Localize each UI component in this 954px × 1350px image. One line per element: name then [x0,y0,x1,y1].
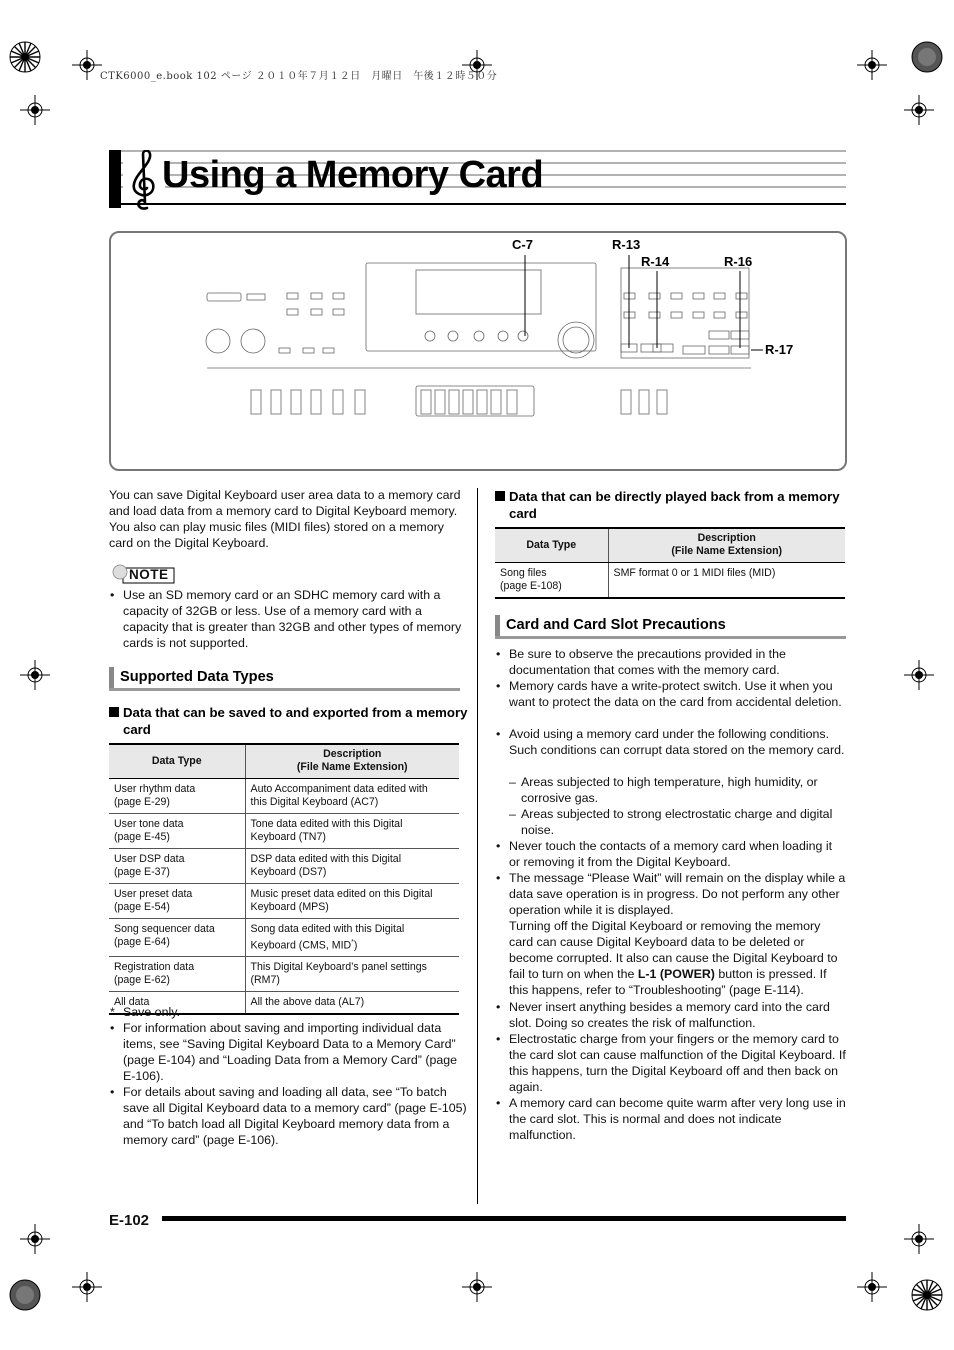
registration-mark [857,50,887,80]
table-cell: Song files (page E-108) [495,562,608,598]
table-cell: All data [109,992,245,1015]
gray-disc-mark [910,40,944,74]
subheading-save: Data that can be saved to and exported from a memory card [109,704,473,738]
note-badge [109,563,175,585]
note-label: NOTE [129,567,169,582]
bullet-save-info: • For information about saving and importing individual data items, see “Saving Digital Keyboard Data to a Memory Card” (page E-104) and “Loading Data from a Memory Card” (page E-106). [109,1020,467,1084]
registration-mark [20,1224,50,1254]
table-row [109,883,459,918]
precaution-item: • The message “Please Wait” will remain on the display while a data save operation is in progress. Do not perform any other operation while it is displayed. [495,870,846,918]
keyboard-panel-figure [109,231,847,471]
table-cell: User preset data (page E-54) [109,883,245,918]
table-header-row [109,744,459,778]
table-cell: Song data edited with this Digital Keyboard (CMS, MID*) [245,918,459,957]
registration-mark [72,1272,102,1302]
color-wheel-mark [8,40,42,74]
section-heading-supported: Supported Data Types [109,667,274,688]
table-cell: User DSP data (page E-37) [109,848,245,883]
table-header-row [495,528,845,562]
table-cell: Song sequencer data (page E-64) [109,918,245,957]
table-cell: User tone data (page E-45) [109,813,245,848]
precaution-subitem: – Areas subjected to strong electrostatic charge and digital noise. [495,806,846,838]
section-heading-precautions: Card and Card Slot Precautions [495,615,726,636]
bullet-batch-info: • For details about saving and loading all data, see “To batch save all Digital Keyboard data to a memory card” (page E-105) and “To batch load all Digital Keyboard memory data from a memory card” (page E-106). [109,1084,467,1148]
gray-disc-mark [8,1278,42,1312]
note-item: • Use an SD memory card or an SDHC memory card with a capacity of 32GB or less. Use of a memory card with a capacity that is greater than 32GB and other types of memory cards is not supported. [109,587,467,651]
precaution-item: • Never touch the contacts of a memory card when loading it or removing it from the Digital Keyboard. [495,838,846,870]
table-row [109,778,459,813]
print-header: CTK6000_e.book 102 ページ ２０１０年７月１２日 月曜日 午後１２時５０分 [100,71,498,82]
registration-mark [72,50,102,80]
precaution-subitem: – Areas subjected to high temperature, high humidity, or corrosive gas. [495,774,846,806]
table-header: Data Type [495,528,608,562]
callout-r13: R-13 [612,237,641,252]
registration-mark [857,1272,887,1302]
table-header: Description (File Name Extension) [608,528,845,562]
section-rule [109,688,460,691]
table-cell: Registration data (page E-62) [109,957,245,992]
registration-mark [462,1272,492,1302]
table-header: Description (File Name Extension) [245,744,459,778]
table-cell: This Digital Keyboard’s panel settings (RM7) [245,957,459,992]
registration-mark [462,50,492,80]
table-cell: All the above data (AL7) [245,992,459,1015]
playback-data-table [495,527,845,599]
subheading-playback: Data that can be directly played back from a memory card [495,488,849,522]
callout-r16: R-16 [724,254,753,269]
table-cell: User rhythm data (page E-29) [109,778,245,813]
table-cell: Tone data edited with this Digital Keyboard (TN7) [245,813,459,848]
registration-mark [904,95,934,125]
table-cell: Music preset data edited on this Digital Keyboard (MPS) [245,883,459,918]
table-row [109,957,459,992]
color-wheel-mark [910,1278,944,1312]
precaution-item: • Avoid using a memory card under the following conditions. Such conditions can corrupt data stored on the memory card. [495,726,846,758]
callout-r14: R-14 [641,254,670,269]
registration-mark [904,660,934,690]
footnote: * Save only. [109,1004,467,1020]
page-title: Using a Memory Card [162,154,544,196]
footer-rule [162,1216,846,1221]
registration-mark [20,660,50,690]
section-rule [495,636,846,639]
precaution-item: • Never insert anything besides a memory card into the card slot. Doing so creates the risk of malfunction. [495,999,846,1031]
callout-c7: C-7 [512,237,533,252]
precaution-item: • Memory cards have a write-protect switch. Use it when you want to protect the data on the card from accidental deletion. [495,678,846,710]
table-row [109,813,459,848]
callout-r17: R-17 [765,342,794,357]
table-row [109,918,459,957]
registration-mark [20,95,50,125]
intro-paragraph: You can save Digital Keyboard user area data to a memory card and load data from a memory card to Digital Keyboard memory. You also can play music files (MIDI files) stored on a memory card on the Digital Keyboard. [109,488,461,550]
page-number: E-102 [109,1212,150,1229]
table-cell: SMF format 0 or 1 MIDI files (MID) [608,562,845,598]
column-divider [477,488,478,1204]
registration-mark [904,1224,934,1254]
precaution-item: • A memory card can become quite warm after very long use in the card slot. This is normal and does not indicate malfunction. [495,1095,846,1143]
precaution-continuation: Turning off the Digital Keyboard or removing the memory card can cause Digital Keyboard data to be deleted or become corrupted. It also can cause the Digital Keyboard to fail to turn on when the L-1 (POWER) button is pressed. If this happens, refer to “Troubleshooting” (page E-114). [509,919,838,997]
treble-clef-icon [123,150,165,212]
precaution-item: • Be sure to observe the precautions provided in the documentation that comes with the memory card. [495,646,846,678]
table-row [495,562,845,598]
precaution-item: • Electrostatic charge from your fingers or the memory card to the card slot can cause malfunction of the Digital Keyboard. If this happens, turn the Digital Keyboard off and then back on again. [495,1031,846,1095]
table-row [109,848,459,883]
save-data-table [109,743,459,1015]
table-header: Data Type [109,744,245,778]
table-cell: DSP data edited with this Digital Keyboard (DS7) [245,848,459,883]
power-button-ref: L-1 (POWER) [637,967,715,981]
table-cell: Auto Accompaniment data edited with this Digital Keyboard (AC7) [245,778,459,813]
